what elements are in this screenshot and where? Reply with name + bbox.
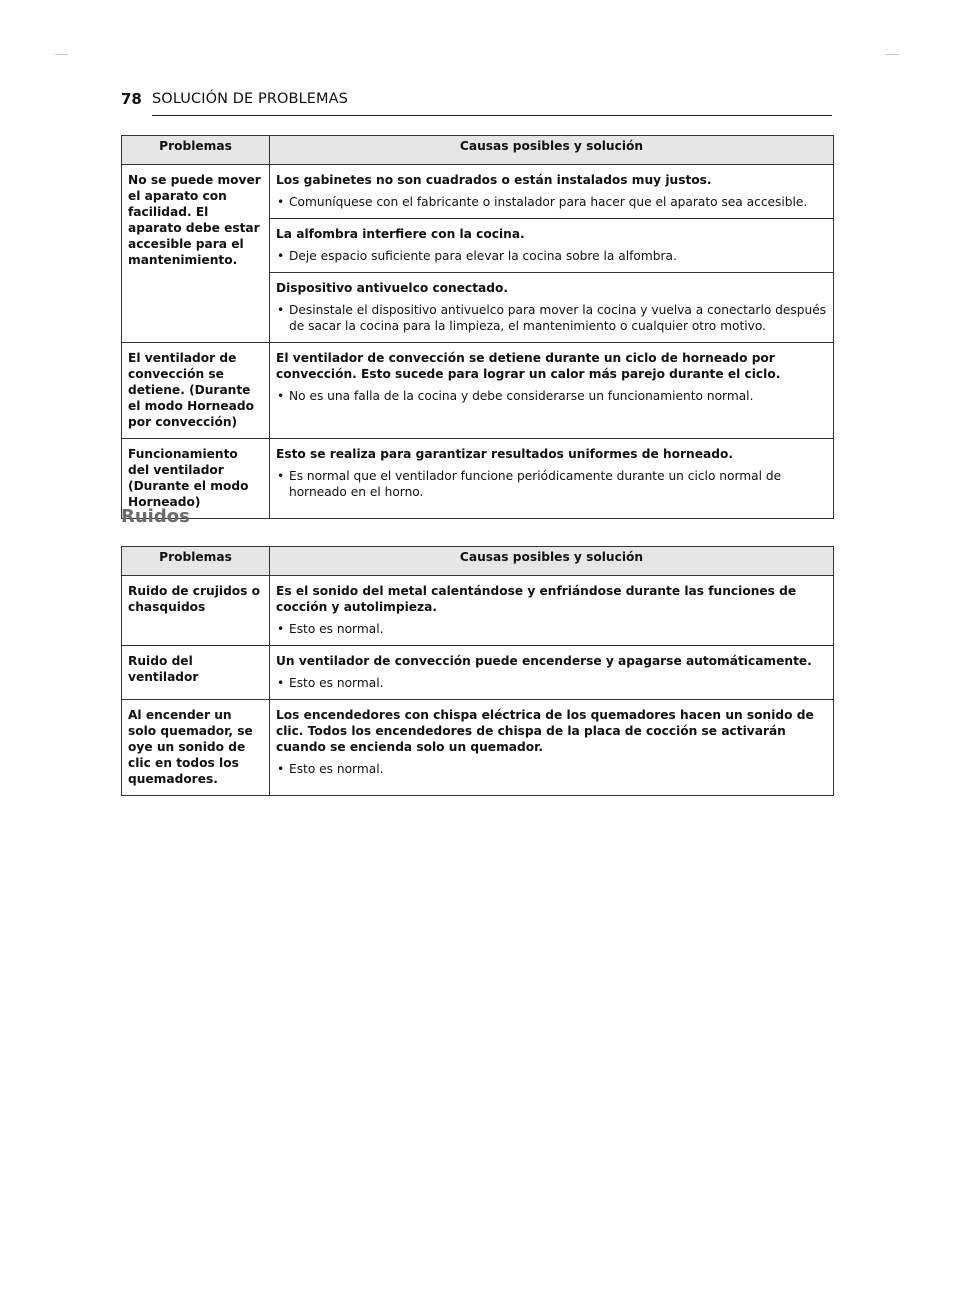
header-problems: Problemas: [122, 136, 270, 165]
header-title: SOLUCIÓN DE PROBLEMAS: [152, 91, 348, 107]
table-row: [122, 700, 834, 796]
cause-title: Los encendedores con chispa eléctrica de los quemadores hacen un sonido de clic. Todos los encendedores de chispa de la placa de cocción se activarán cuando se encienda solo un quemador.: [276, 708, 814, 754]
solution-item: • Esto es normal.: [276, 621, 827, 637]
table-header-row: [122, 547, 834, 576]
cause-cell: [270, 343, 834, 439]
cause-title: Dispositivo antivuelco conectado.: [276, 281, 508, 295]
table-row: [122, 646, 834, 700]
problem-cell: El ventilador de convección se detiene. (Durante el modo Horneado por convección): [122, 343, 270, 439]
cause-cell: [270, 219, 834, 273]
crop-mark-left: [55, 54, 68, 55]
noise-table: [121, 546, 834, 796]
cause-title: Los gabinetes no son cuadrados o están instalados muy justos.: [276, 173, 712, 187]
header-causes: Causas posibles y solución: [270, 136, 834, 165]
cause-cell: [270, 646, 834, 700]
table-row: [122, 439, 834, 519]
solution-list: [276, 675, 827, 691]
solution-list: [276, 761, 827, 777]
solution-list: [276, 468, 827, 500]
problem-cell: Funcionamiento del ventilador (Durante el modo Horneado): [122, 439, 270, 519]
table-row: [122, 576, 834, 646]
solution-item: • Esto es normal.: [276, 761, 827, 777]
cause-title: Es el sonido del metal calentándose y enfriándose durante las funciones de cocción y autolimpieza.: [276, 584, 797, 614]
troubleshooting-table: [121, 135, 834, 519]
cause-title: La alfombra interfiere con la cocina.: [276, 227, 525, 241]
solution-item: • Esto es normal.: [276, 675, 827, 691]
cause-cell: [270, 273, 834, 343]
solution-list: [276, 194, 827, 210]
problem-cell: Al encender un solo quemador, se oye un sonido de clic en todos los quemadores.: [122, 700, 270, 796]
cause-cell: [270, 165, 834, 219]
problem-cell: Ruido de crujidos o chasquidos: [122, 576, 270, 646]
solution-list: [276, 621, 827, 637]
table-header-row: [122, 136, 834, 165]
section-title-noise: Ruidos: [121, 506, 190, 527]
solution-item: • Es normal que el ventilador funcione periódicamente durante un ciclo normal de horneado en el horno.: [276, 468, 827, 500]
cause-cell: [270, 576, 834, 646]
solution-list: [276, 388, 827, 404]
page-header: [121, 89, 832, 117]
table-row: [122, 165, 834, 219]
table-row: [122, 343, 834, 439]
crop-mark-right: [886, 54, 899, 55]
solution-item: • Comuníquese con el fabricante o instalador para hacer que el aparato sea accesible.: [276, 194, 827, 210]
header-problems: Problemas: [122, 547, 270, 576]
header-causes: Causas posibles y solución: [270, 547, 834, 576]
cause-title: El ventilador de convección se detiene durante un ciclo de horneado por convección. Esto sucede para lograr un calor más parejo durante el ciclo.: [276, 351, 781, 381]
solution-item: • Desinstale el dispositivo antivuelco para mover la cocina y vuelva a conectarlo después de sacar la cocina para la limpieza, el mantenimiento o cualquier otro motivo.: [276, 302, 827, 334]
solution-list: [276, 302, 827, 334]
problem-cell: Ruido del ventilador: [122, 646, 270, 700]
solution-item: • No es una falla de la cocina y debe considerarse un funcionamiento normal.: [276, 388, 827, 404]
cause-title: Un ventilador de convección puede encenderse y apagarse automáticamente.: [276, 654, 812, 668]
header-rule: [152, 115, 832, 116]
cause-cell: [270, 700, 834, 796]
page-number: 78: [121, 90, 142, 108]
solution-item: • Deje espacio suficiente para elevar la cocina sobre la alfombra.: [276, 248, 827, 264]
solution-list: [276, 248, 827, 264]
cause-title: Esto se realiza para garantizar resultados uniformes de horneado.: [276, 447, 733, 461]
cause-cell: [270, 439, 834, 519]
problem-cell: No se puede mover el aparato con facilidad. El aparato debe estar accesible para el mantenimiento.: [122, 165, 270, 343]
